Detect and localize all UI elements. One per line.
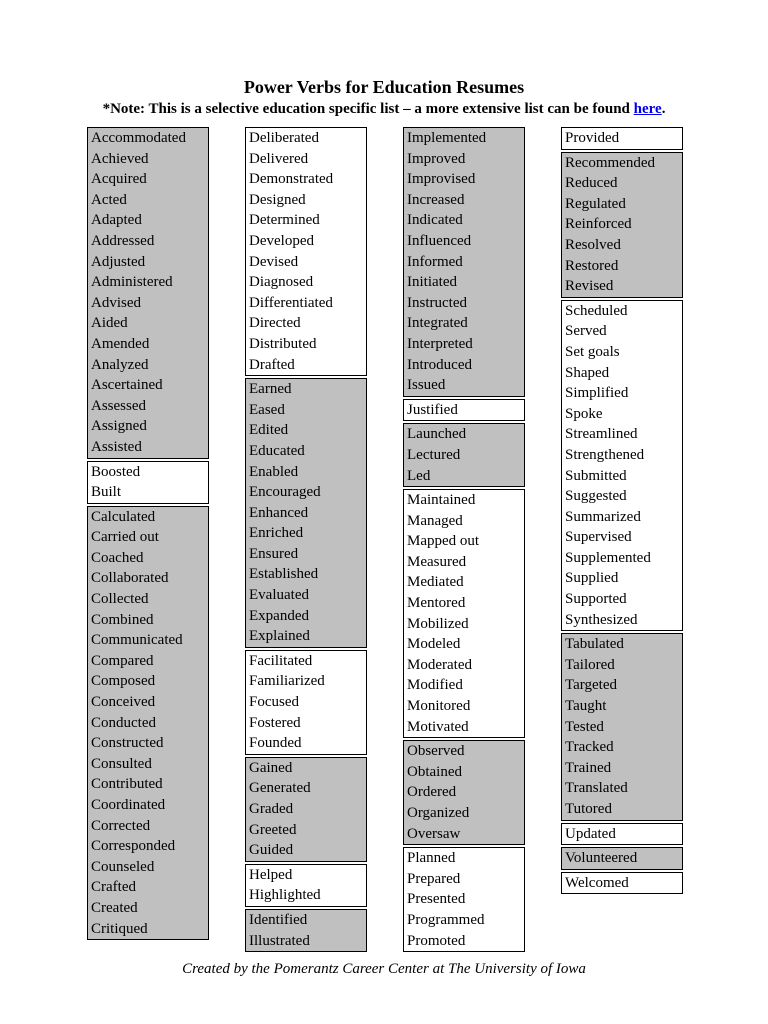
verb-item: Encouraged: [249, 484, 321, 501]
verb-item: Guided: [249, 842, 294, 859]
verb-item: Collected: [91, 591, 149, 608]
verb-item: Expanded: [249, 607, 309, 624]
verb-item: Ensured: [249, 545, 299, 562]
verb-item: Crafted: [91, 879, 136, 896]
verb-group: [403, 399, 525, 422]
verb-item: Highlighted: [249, 887, 321, 904]
verb-item: Directed: [249, 315, 301, 332]
verb-item: Improved: [407, 150, 466, 167]
verb-item: Resolved: [565, 236, 621, 253]
verb-item: Assisted: [91, 438, 142, 455]
verb-item: Founded: [249, 735, 302, 752]
verb-item: Conducted: [91, 714, 156, 731]
verb-item: Analyzed: [91, 356, 149, 373]
page-title: Power Verbs for Education Resumes: [243, 77, 525, 97]
verb-item: Enhanced: [249, 504, 309, 521]
verb-item: Calculated: [91, 508, 156, 525]
verb-group: [245, 378, 367, 648]
verb-item: Summarized: [565, 508, 641, 525]
footer-credit: Created by the Pomerantz Career Center at The University of Iowa: [182, 961, 586, 977]
verb-item: Programmed: [407, 911, 485, 928]
verb-group: [561, 872, 683, 895]
verb-item: Built: [91, 484, 122, 501]
verb-item: Ascertained: [91, 377, 163, 394]
verb-group: [87, 127, 209, 459]
verb-item: Determined: [249, 212, 320, 229]
verb-item: Accommodated: [91, 130, 186, 146]
verb-item: Modeled: [407, 636, 461, 653]
verb-item: Suggested: [565, 488, 627, 505]
verb-item: Scheduled: [565, 302, 628, 319]
verb-item: Informed: [407, 253, 463, 270]
verb-item: Submitted: [565, 467, 627, 484]
verb-item: Supervised: [565, 529, 632, 546]
verb-item: Constructed: [91, 735, 164, 752]
verb-item: Restored: [565, 257, 619, 274]
verb-item: Helped: [249, 866, 293, 883]
verb-item: Acted: [91, 191, 127, 208]
verb-group: [403, 423, 525, 487]
verb-item: Reinforced: [565, 216, 632, 233]
verb-item: Mapped out: [407, 533, 480, 550]
verb-item: Distributed: [249, 335, 317, 352]
verb-group: [561, 300, 683, 632]
verb-item: Ordered: [407, 784, 457, 801]
verb-item: Obtained: [407, 763, 462, 780]
verb-item: Educated: [249, 442, 305, 459]
verb-item: Reduced: [565, 175, 618, 192]
verb-item: Gained: [249, 759, 293, 776]
verb-group: [87, 506, 209, 940]
verb-item: Explained: [249, 628, 310, 645]
verb-item: Targeted: [565, 677, 617, 694]
verb-item: Illustrated: [249, 932, 310, 949]
note-text: *Note: This is a selective education specific list – a more extensive list can be found: [102, 101, 634, 117]
verb-item: Acquired: [91, 171, 147, 188]
verb-item: Strengthened: [565, 446, 645, 463]
verb-item: Led: [407, 467, 431, 484]
verb-item: Coordinated: [91, 797, 166, 813]
verb-group: [403, 489, 525, 738]
verb-item: Trained: [565, 759, 612, 776]
verb-item: Indicated: [407, 212, 463, 229]
verb-group: [561, 823, 683, 846]
verb-item: Interpreted: [407, 335, 473, 352]
verb-item: Mediated: [407, 574, 464, 591]
verb-item: Maintained: [407, 492, 476, 509]
verb-item: Collaborated: [91, 570, 169, 587]
verb-item: Delivered: [249, 150, 309, 167]
verb-item: Launched: [407, 426, 467, 443]
verb-item: Differentiated: [249, 294, 333, 311]
verb-item: Aided: [91, 315, 128, 332]
verb-item: Familiarized: [249, 673, 325, 690]
verb-item: Achieved: [91, 150, 149, 167]
verb-item: Spoke: [565, 405, 603, 422]
verb-item: Introduced: [407, 356, 472, 373]
verb-group: [87, 461, 209, 504]
verb-item: Tutored: [565, 801, 612, 817]
verb-item: Assigned: [91, 418, 147, 435]
verb-item: Organized: [407, 805, 470, 821]
verb-item: Eased: [249, 401, 285, 418]
here-link[interactable]: here: [633, 101, 662, 117]
verb-item: Corrected: [91, 817, 151, 834]
verb-item: Communicated: [91, 632, 183, 649]
verb-item: Synthesized: [565, 611, 638, 628]
verb-item: Prepared: [407, 870, 461, 887]
verb-item: Critiqued: [91, 920, 148, 937]
verb-item: Evaluated: [249, 587, 309, 604]
verb-item: Earned: [249, 381, 292, 398]
verb-item: Counseled: [91, 858, 155, 875]
verb-item: Established: [249, 566, 319, 583]
verb-item: Provided: [565, 130, 620, 146]
verb-item: Mobilized: [407, 615, 469, 632]
verb-item: Contributed: [91, 776, 163, 793]
verb-group: [403, 127, 525, 397]
verb-item: Translated: [565, 780, 628, 797]
verb-item: Recommended: [565, 154, 655, 171]
verb-column-3: [403, 127, 525, 954]
verb-item: Promoted: [407, 932, 466, 949]
verb-item: Monitored: [407, 698, 471, 715]
verb-item: Consulted: [91, 755, 152, 772]
verb-item: Enabled: [249, 463, 299, 480]
verb-item: Adjusted: [91, 253, 146, 270]
verb-item: Drafted: [249, 356, 295, 373]
verb-item: Lectured: [407, 446, 461, 463]
verb-item: Administered: [91, 274, 173, 291]
verb-group: [403, 847, 525, 952]
verb-item: Observed: [407, 743, 465, 760]
verb-group: [561, 847, 683, 870]
verb-item: Diagnosed: [249, 274, 314, 291]
verb-item: Facilitated: [249, 652, 313, 669]
verb-group: [245, 650, 367, 755]
verb-item: Motivated: [407, 718, 469, 735]
verb-item: Developed: [249, 232, 314, 249]
verb-item: Set goals: [565, 343, 620, 360]
verb-item: Influenced: [407, 232, 472, 249]
verb-item: Initiated: [407, 274, 457, 291]
verb-item: Graded: [249, 801, 294, 817]
verb-group: [561, 633, 683, 820]
verb-item: Edited: [249, 422, 289, 439]
verb-item: Boosted: [91, 463, 141, 480]
verb-item: Supplemented: [565, 549, 651, 566]
verb-item: Adapted: [91, 212, 142, 229]
verb-item: Focused: [249, 694, 299, 711]
verb-column-1: [87, 127, 209, 942]
verb-item: Updated: [565, 825, 616, 842]
verb-item: Volunteered: [565, 850, 638, 867]
verb-item: Shaped: [565, 364, 610, 381]
verb-item: Devised: [249, 253, 299, 270]
verb-item: Addressed: [91, 232, 155, 249]
verb-column-4: [561, 127, 683, 896]
note-suffix: .: [661, 101, 666, 117]
verb-group: [561, 127, 683, 150]
verb-item: Oversaw: [407, 825, 461, 842]
verb-item: Increased: [407, 191, 465, 208]
verb-group: [245, 127, 367, 376]
verb-item: Combined: [91, 611, 154, 628]
verb-item: Regulated: [565, 195, 626, 212]
verb-item: Created: [91, 899, 138, 916]
verb-item: Amended: [91, 335, 150, 352]
verb-item: Tracked: [565, 739, 614, 756]
verb-item: Justified: [407, 401, 458, 418]
selective-list-note: [0, 99, 768, 119]
verb-item: Deliberated: [249, 130, 319, 146]
verb-item: Instructed: [407, 294, 467, 311]
verb-item: Designed: [249, 191, 306, 208]
verb-item: Integrated: [407, 315, 468, 332]
verb-item: Generated: [249, 780, 311, 797]
verb-item: Tailored: [565, 656, 615, 673]
verb-item: Advised: [91, 294, 141, 311]
verb-group: [245, 864, 367, 907]
verb-item: Demonstrated: [249, 171, 334, 188]
verb-item: Improvised: [407, 171, 476, 188]
verb-group: [245, 757, 367, 862]
verb-column-2: [245, 127, 367, 954]
verb-item: Enriched: [249, 525, 304, 542]
verb-item: Corresponded: [91, 838, 176, 855]
verb-item: Fostered: [249, 714, 301, 731]
verb-item: Taught: [565, 698, 607, 715]
verb-item: Tested: [565, 718, 604, 735]
verb-item: Composed: [91, 673, 156, 690]
verb-item: Tabulated: [565, 636, 624, 653]
verb-group: [561, 152, 683, 298]
verb-item: Greeted: [249, 821, 297, 838]
verb-item: Welcomed: [565, 874, 629, 891]
verb-item: Supplied: [565, 570, 619, 587]
verb-item: Issued: [407, 377, 446, 394]
verb-item: Modified: [407, 677, 463, 694]
verb-item: Streamlined: [565, 426, 638, 443]
verb-item: Planned: [407, 850, 456, 867]
verb-item: Carried out: [91, 529, 159, 546]
verb-item: Moderated: [407, 656, 472, 673]
verb-item: Revised: [565, 278, 614, 295]
verb-group: [403, 740, 525, 845]
verb-item: Managed: [407, 512, 463, 529]
verb-item: Simplified: [565, 385, 629, 402]
verb-item: Identified: [249, 911, 308, 928]
verb-item: Supported: [565, 591, 627, 608]
verb-item: Implemented: [407, 130, 487, 146]
verb-item: Presented: [407, 891, 466, 908]
verb-group: [245, 909, 367, 952]
verb-item: Assessed: [91, 397, 146, 414]
verb-item: Mentored: [407, 595, 466, 612]
verb-item: Conceived: [91, 694, 156, 711]
verb-item: Measured: [407, 553, 467, 570]
verb-item: Served: [565, 323, 607, 340]
verb-item: Coached: [91, 549, 144, 566]
verb-item: Compared: [91, 652, 154, 669]
